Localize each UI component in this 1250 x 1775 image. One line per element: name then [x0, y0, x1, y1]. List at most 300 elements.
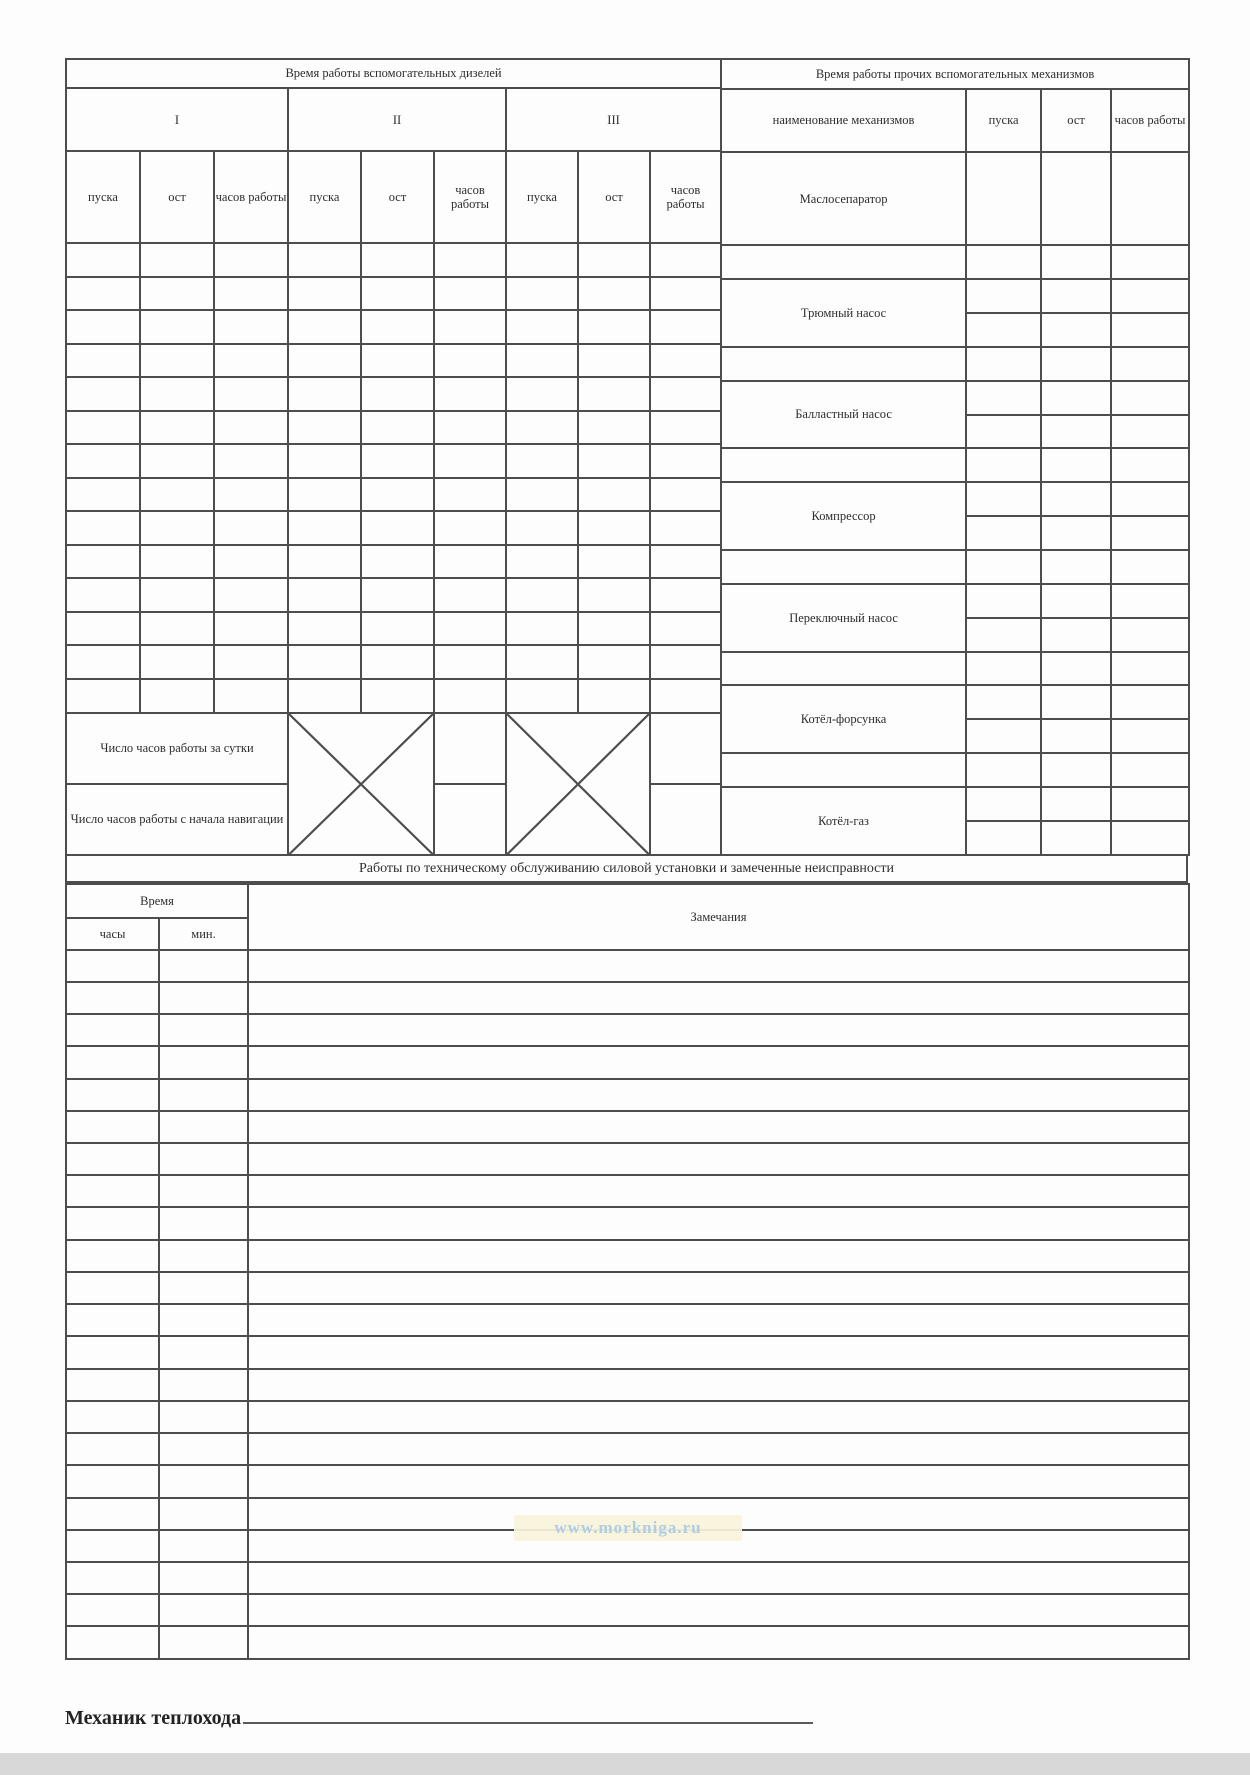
data-cell: [66, 1046, 159, 1078]
data-cell: [288, 411, 361, 445]
data-cell: [578, 444, 650, 478]
data-cell: [288, 310, 361, 344]
data-cell: [506, 545, 578, 579]
data-cell: [159, 1046, 248, 1078]
mechanism-gap-cell: [721, 448, 966, 482]
data-cell: [214, 645, 288, 679]
data-cell: [434, 277, 506, 311]
data-cell: [248, 1046, 1189, 1078]
data-cell: [288, 511, 361, 545]
data-cell: [1111, 313, 1189, 347]
data-cell: [66, 310, 140, 344]
data-cell: [1111, 245, 1189, 279]
data-cell: [1041, 685, 1111, 719]
data-cell: [66, 344, 140, 378]
data-cell: [578, 310, 650, 344]
data-cell: [140, 310, 214, 344]
subcolumn-header: пуска: [506, 151, 578, 243]
data-cell: [650, 612, 721, 646]
mechanism-name-cell: Переключный насос: [721, 584, 966, 652]
subcolumn-header: часов работы: [214, 151, 288, 243]
data-cell: [66, 1594, 159, 1626]
data-cell: [506, 478, 578, 512]
data-cell: [650, 377, 721, 411]
data-cell: [66, 1498, 159, 1530]
data-cell: [361, 344, 434, 378]
data-cell: [966, 279, 1041, 313]
data-cell: [506, 310, 578, 344]
data-cell: [66, 444, 140, 478]
data-cell: [214, 612, 288, 646]
data-cell: [1111, 584, 1189, 618]
data-cell: [506, 645, 578, 679]
data-cell: [506, 344, 578, 378]
data-cell: [140, 645, 214, 679]
data-cell: [434, 377, 506, 411]
data-cell: [361, 511, 434, 545]
form-area: [65, 58, 1188, 1660]
data-cell: [159, 1111, 248, 1143]
data-cell: [288, 645, 361, 679]
data-cell: [159, 1304, 248, 1336]
data-cell: [966, 415, 1041, 449]
data-cell: [248, 1175, 1189, 1207]
data-cell: [578, 679, 650, 713]
data-cell: [506, 444, 578, 478]
data-cell: [1041, 152, 1111, 245]
aux-mechanisms-title-cell: Время работы прочих вспомогательных механизмов: [721, 59, 1189, 89]
data-cell: [361, 545, 434, 579]
data-cell: [159, 1562, 248, 1594]
mechanism-name-cell: Трюмный насос: [721, 279, 966, 347]
data-cell: [1111, 516, 1189, 550]
aux-diesels-table: [65, 58, 722, 856]
data-cell: [140, 612, 214, 646]
data-cell: [159, 1626, 248, 1659]
data-cell: [361, 645, 434, 679]
data-cell: [1041, 584, 1111, 618]
data-cell: [1111, 685, 1189, 719]
data-cell: [361, 377, 434, 411]
data-cell: [361, 243, 434, 277]
data-cell: [1111, 821, 1189, 855]
data-cell: [66, 1369, 159, 1401]
data-cell: [506, 679, 578, 713]
data-cell: [66, 1304, 159, 1336]
data-cell: [966, 245, 1041, 279]
data-cell: [966, 448, 1041, 482]
data-cell: [578, 478, 650, 512]
data-cell: [361, 612, 434, 646]
data-cell: [214, 578, 288, 612]
data-cell: [159, 1465, 248, 1497]
data-cell: [159, 1401, 248, 1433]
data-cell: [578, 377, 650, 411]
data-cell: [966, 347, 1041, 381]
data-cell: [1111, 753, 1189, 787]
data-cell: [214, 277, 288, 311]
mechanism-gap-cell: [721, 652, 966, 686]
subcolumn-header: часов работы: [434, 151, 506, 243]
data-cell: [434, 478, 506, 512]
data-cell: [66, 1433, 159, 1465]
data-cell: [66, 377, 140, 411]
data-cell: [140, 243, 214, 277]
data-cell: [66, 1207, 159, 1239]
data-cell: [248, 1594, 1189, 1626]
data-cell: [650, 411, 721, 445]
data-cell: [434, 784, 506, 855]
data-cell: [214, 310, 288, 344]
data-cell: [159, 950, 248, 982]
data-cell: [288, 377, 361, 411]
time-header-cell: Время: [66, 884, 248, 918]
data-cell: [66, 277, 140, 311]
data-cell: [650, 344, 721, 378]
data-cell: [1041, 448, 1111, 482]
signature-label: Механик теплохода: [65, 1707, 242, 1729]
data-cell: [434, 679, 506, 713]
subcolumn-header: пуска: [66, 151, 140, 243]
subcolumn-header: ост: [140, 151, 214, 243]
data-cell: [288, 243, 361, 277]
data-cell: [159, 1272, 248, 1304]
data-cell: [66, 1143, 159, 1175]
data-cell: [578, 344, 650, 378]
data-cell: [214, 545, 288, 579]
data-cell: [66, 982, 159, 1014]
data-cell: [1111, 152, 1189, 245]
mechanisms-column-header: ост: [1041, 89, 1111, 153]
data-cell: [1041, 245, 1111, 279]
data-cell: [159, 982, 248, 1014]
summary-label-navigation: Число часов работы с начала навигации: [66, 784, 288, 855]
data-cell: [66, 411, 140, 445]
data-cell: [506, 377, 578, 411]
data-cell: [1041, 787, 1111, 821]
signature-line: [243, 1702, 813, 1724]
data-cell: [1041, 279, 1111, 313]
data-cell: [1111, 618, 1189, 652]
data-cell: [66, 1562, 159, 1594]
data-cell: [434, 645, 506, 679]
data-cell: [1041, 652, 1111, 686]
data-cell: [578, 645, 650, 679]
aux-diesels-title-cell: Время работы вспомогательных дизелей: [66, 59, 721, 88]
data-cell: [1111, 550, 1189, 584]
data-cell: [159, 1369, 248, 1401]
data-cell: [1041, 618, 1111, 652]
data-cell: [66, 950, 159, 982]
data-cell: [506, 411, 578, 445]
maintenance-remarks-table: [65, 883, 1190, 1660]
data-cell: [361, 444, 434, 478]
mechanism-name-cell: Котёл-газ: [721, 787, 966, 855]
data-cell: [434, 344, 506, 378]
data-cell: [248, 1079, 1189, 1111]
data-cell: [1041, 313, 1111, 347]
data-cell: [66, 1175, 159, 1207]
data-cell: [361, 679, 434, 713]
data-cell: [361, 277, 434, 311]
data-cell: [966, 550, 1041, 584]
data-cell: [361, 411, 434, 445]
data-cell: [1041, 719, 1111, 753]
data-cell: [434, 444, 506, 478]
mechanism-name-cell: Балластный насос: [721, 381, 966, 449]
data-cell: [140, 344, 214, 378]
data-cell: [1041, 516, 1111, 550]
signature-row: [65, 1702, 1188, 1730]
data-cell: [248, 1562, 1189, 1594]
data-cell: [1111, 652, 1189, 686]
data-cell: [650, 578, 721, 612]
data-cell: [214, 243, 288, 277]
data-cell: [66, 511, 140, 545]
subcolumn-header: пуска: [288, 151, 361, 243]
data-cell: [1111, 448, 1189, 482]
data-cell: [361, 478, 434, 512]
data-cell: [506, 578, 578, 612]
watermark: www.morkniga.ru: [514, 1515, 742, 1541]
data-cell: [66, 612, 140, 646]
data-cell: [1111, 381, 1189, 415]
data-cell: [578, 578, 650, 612]
data-cell: [650, 679, 721, 713]
data-cell: [66, 1465, 159, 1497]
data-cell: [578, 243, 650, 277]
mechanisms-column-header: пуска: [966, 89, 1041, 153]
data-cell: [214, 444, 288, 478]
crossed-out-cell: [288, 713, 434, 855]
data-cell: [248, 1272, 1189, 1304]
data-cell: [248, 1304, 1189, 1336]
data-cell: [434, 411, 506, 445]
data-cell: [66, 478, 140, 512]
data-cell: [1041, 821, 1111, 855]
data-cell: [159, 1207, 248, 1239]
remarks-header-cell: Замечания: [248, 884, 1189, 950]
data-cell: [66, 1240, 159, 1272]
data-cell: [159, 1498, 248, 1530]
data-cell: [288, 277, 361, 311]
summary-label-daily: Число часов работы за сутки: [66, 713, 288, 784]
data-cell: [966, 719, 1041, 753]
data-cell: [650, 645, 721, 679]
data-cell: [650, 545, 721, 579]
data-cell: [66, 1079, 159, 1111]
data-cell: [966, 821, 1041, 855]
top-tables: [65, 58, 1188, 856]
data-cell: [966, 381, 1041, 415]
data-cell: [248, 1014, 1189, 1046]
data-cell: [66, 1014, 159, 1046]
data-cell: [66, 1530, 159, 1562]
data-cell: [288, 444, 361, 478]
data-cell: [1041, 753, 1111, 787]
data-cell: [214, 377, 288, 411]
mechanism-gap-cell: [721, 550, 966, 584]
data-cell: [966, 787, 1041, 821]
data-cell: [66, 1626, 159, 1659]
minutes-header-cell: мин.: [159, 918, 248, 949]
data-cell: [214, 679, 288, 713]
data-cell: [248, 950, 1189, 982]
mechanism-name-cell: Компрессор: [721, 482, 966, 550]
data-cell: [214, 411, 288, 445]
data-cell: [966, 652, 1041, 686]
data-cell: [140, 277, 214, 311]
data-cell: [650, 478, 721, 512]
data-cell: [214, 511, 288, 545]
data-cell: [66, 1336, 159, 1368]
data-cell: [159, 1594, 248, 1626]
data-cell: [248, 1465, 1189, 1497]
mechanism-name-cell: Котёл-форсунка: [721, 685, 966, 753]
data-cell: [578, 277, 650, 311]
data-cell: [434, 713, 506, 784]
data-cell: [248, 1401, 1189, 1433]
data-cell: [966, 313, 1041, 347]
data-cell: [66, 578, 140, 612]
data-cell: [159, 1433, 248, 1465]
data-cell: [248, 1336, 1189, 1368]
mechanism-name-cell: Маслосепаратор: [721, 152, 966, 245]
data-cell: [248, 1143, 1189, 1175]
hours-header-cell: часы: [66, 918, 159, 949]
data-cell: [248, 1207, 1189, 1239]
data-cell: [578, 545, 650, 579]
data-cell: [140, 578, 214, 612]
data-cell: [966, 618, 1041, 652]
data-cell: [288, 578, 361, 612]
data-cell: [650, 243, 721, 277]
data-cell: [140, 444, 214, 478]
data-cell: [159, 1079, 248, 1111]
data-cell: [1111, 347, 1189, 381]
data-cell: [288, 545, 361, 579]
maintenance-section-title: Работы по техническому обслуживанию силовой установки и замеченные неисправности: [65, 856, 1188, 883]
subcolumn-header: часов работы: [650, 151, 721, 243]
mechanisms-column-header: наименование механизмов: [721, 89, 966, 153]
data-cell: [650, 277, 721, 311]
data-cell: [66, 1272, 159, 1304]
data-cell: [966, 516, 1041, 550]
data-cell: [248, 1626, 1189, 1659]
data-cell: [650, 444, 721, 478]
data-cell: [1111, 719, 1189, 753]
data-cell: [361, 310, 434, 344]
data-cell: [140, 545, 214, 579]
data-cell: [159, 1014, 248, 1046]
diesel-group-header-1: I: [66, 88, 288, 151]
data-cell: [434, 578, 506, 612]
data-cell: [434, 511, 506, 545]
data-cell: [248, 1240, 1189, 1272]
data-cell: [66, 645, 140, 679]
data-cell: [66, 1401, 159, 1433]
data-cell: [1041, 381, 1111, 415]
data-cell: [578, 612, 650, 646]
data-cell: [288, 478, 361, 512]
data-cell: [140, 679, 214, 713]
data-cell: [248, 1369, 1189, 1401]
data-cell: [578, 511, 650, 545]
mechanism-gap-cell: [721, 753, 966, 787]
data-cell: [966, 152, 1041, 245]
data-cell: [966, 482, 1041, 516]
page-edge-bar: [0, 1753, 1250, 1775]
data-cell: [434, 612, 506, 646]
data-cell: [434, 545, 506, 579]
data-cell: [1111, 482, 1189, 516]
aux-mechanisms-table: [720, 58, 1190, 856]
mechanism-gap-cell: [721, 245, 966, 279]
data-cell: [66, 679, 140, 713]
data-cell: [159, 1143, 248, 1175]
data-cell: [650, 310, 721, 344]
diesel-group-header-3: III: [506, 88, 721, 151]
data-cell: [506, 511, 578, 545]
data-cell: [288, 612, 361, 646]
data-cell: [1041, 550, 1111, 584]
data-cell: [288, 679, 361, 713]
diesel-group-header-2: II: [288, 88, 506, 151]
data-cell: [1111, 415, 1189, 449]
data-cell: [140, 411, 214, 445]
data-cell: [578, 411, 650, 445]
crossed-out-cell: [506, 713, 650, 855]
data-cell: [140, 511, 214, 545]
data-cell: [1041, 415, 1111, 449]
data-cell: [66, 243, 140, 277]
data-cell: [650, 784, 721, 855]
data-cell: [434, 310, 506, 344]
data-cell: [248, 1111, 1189, 1143]
data-cell: [66, 1111, 159, 1143]
subcolumn-header: ост: [578, 151, 650, 243]
data-cell: [506, 612, 578, 646]
data-cell: [361, 578, 434, 612]
data-cell: [66, 545, 140, 579]
data-cell: [966, 584, 1041, 618]
data-cell: [159, 1530, 248, 1562]
data-cell: [159, 1336, 248, 1368]
data-cell: [650, 713, 721, 784]
data-cell: [1041, 347, 1111, 381]
data-cell: [506, 243, 578, 277]
data-cell: [159, 1240, 248, 1272]
subcolumn-header: ост: [361, 151, 434, 243]
mechanism-gap-cell: [721, 347, 966, 381]
data-cell: [1111, 787, 1189, 821]
data-cell: [434, 243, 506, 277]
data-cell: [966, 753, 1041, 787]
data-cell: [650, 511, 721, 545]
data-cell: [966, 685, 1041, 719]
data-cell: [1111, 279, 1189, 313]
data-cell: [248, 982, 1189, 1014]
data-cell: [214, 478, 288, 512]
data-cell: [140, 478, 214, 512]
mechanisms-column-header: часов работы: [1111, 89, 1189, 153]
data-cell: [140, 377, 214, 411]
data-cell: [159, 1175, 248, 1207]
data-cell: [288, 344, 361, 378]
data-cell: [248, 1433, 1189, 1465]
data-cell: [506, 277, 578, 311]
data-cell: [214, 344, 288, 378]
